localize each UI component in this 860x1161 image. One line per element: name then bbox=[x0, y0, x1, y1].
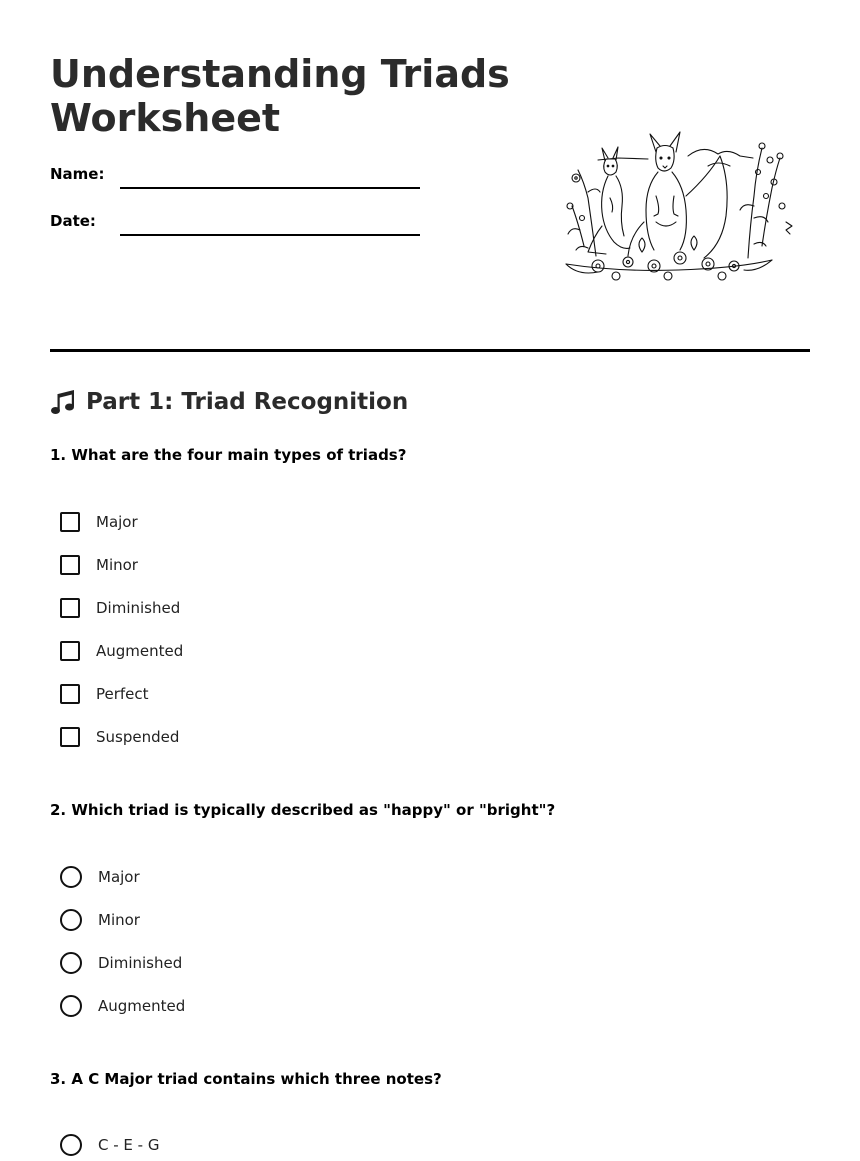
date-label: Date: bbox=[50, 212, 96, 230]
q1-option-minor[interactable] bbox=[60, 552, 138, 578]
q1-option-perfect[interactable] bbox=[60, 681, 149, 707]
q3-radio-c-e-g[interactable] bbox=[60, 1134, 82, 1156]
question-3: 3. A C Major triad contains which three notes? bbox=[50, 1070, 442, 1088]
option-label: Suspended bbox=[96, 728, 180, 746]
option-label: Diminished bbox=[98, 954, 183, 972]
q2-radio-minor[interactable] bbox=[60, 909, 82, 931]
q2-radio-major[interactable] bbox=[60, 866, 82, 888]
q3-option-c-e-g[interactable] bbox=[60, 1132, 159, 1158]
option-label: Minor bbox=[96, 556, 138, 574]
option-label: Diminished bbox=[96, 599, 181, 617]
music-note-icon bbox=[50, 388, 76, 416]
q1-checkbox-major[interactable] bbox=[60, 512, 80, 532]
q2-radio-diminished[interactable] bbox=[60, 952, 82, 974]
part-1-title: Part 1: Triad Recognition bbox=[86, 389, 409, 415]
option-label: Minor bbox=[98, 911, 140, 929]
q1-option-suspended[interactable] bbox=[60, 724, 179, 750]
worksheet-title bbox=[50, 52, 530, 140]
q2-option-minor[interactable] bbox=[60, 907, 140, 933]
q1-option-major[interactable] bbox=[60, 509, 138, 535]
q1-checkbox-suspended[interactable] bbox=[60, 727, 80, 747]
section-divider bbox=[50, 349, 810, 352]
q1-checkbox-minor[interactable] bbox=[60, 555, 80, 575]
q1-checkbox-diminished[interactable] bbox=[60, 598, 80, 618]
date-input-line[interactable] bbox=[120, 234, 420, 236]
option-label: Augmented bbox=[98, 997, 186, 1015]
option-label: Augmented bbox=[96, 642, 184, 660]
question-1: 1. What are the four main types of triads? bbox=[50, 446, 407, 464]
option-label: Perfect bbox=[96, 685, 149, 703]
option-label: Major bbox=[98, 868, 140, 886]
q2-option-augmented[interactable] bbox=[60, 993, 185, 1019]
option-label: C - E - G bbox=[98, 1136, 160, 1154]
question-2: 2. Which triad is typically described as "happy" or "bright"? bbox=[50, 801, 556, 819]
kangaroo-illustration bbox=[558, 126, 794, 288]
q2-radio-augmented[interactable] bbox=[60, 995, 82, 1017]
title-line-1: Understanding Triads bbox=[50, 52, 510, 96]
q1-checkbox-augmented[interactable] bbox=[60, 641, 80, 661]
q1-option-diminished[interactable] bbox=[60, 595, 180, 621]
q1-option-augmented[interactable] bbox=[60, 638, 183, 664]
q1-checkbox-perfect[interactable] bbox=[60, 684, 80, 704]
q2-option-major[interactable] bbox=[60, 864, 140, 890]
part-1-heading bbox=[50, 388, 408, 416]
name-label: Name: bbox=[50, 165, 105, 183]
title-line-2: Worksheet bbox=[50, 96, 281, 140]
name-input-line[interactable] bbox=[120, 187, 420, 189]
option-label: Major bbox=[96, 513, 138, 531]
q2-option-diminished[interactable] bbox=[60, 950, 182, 976]
